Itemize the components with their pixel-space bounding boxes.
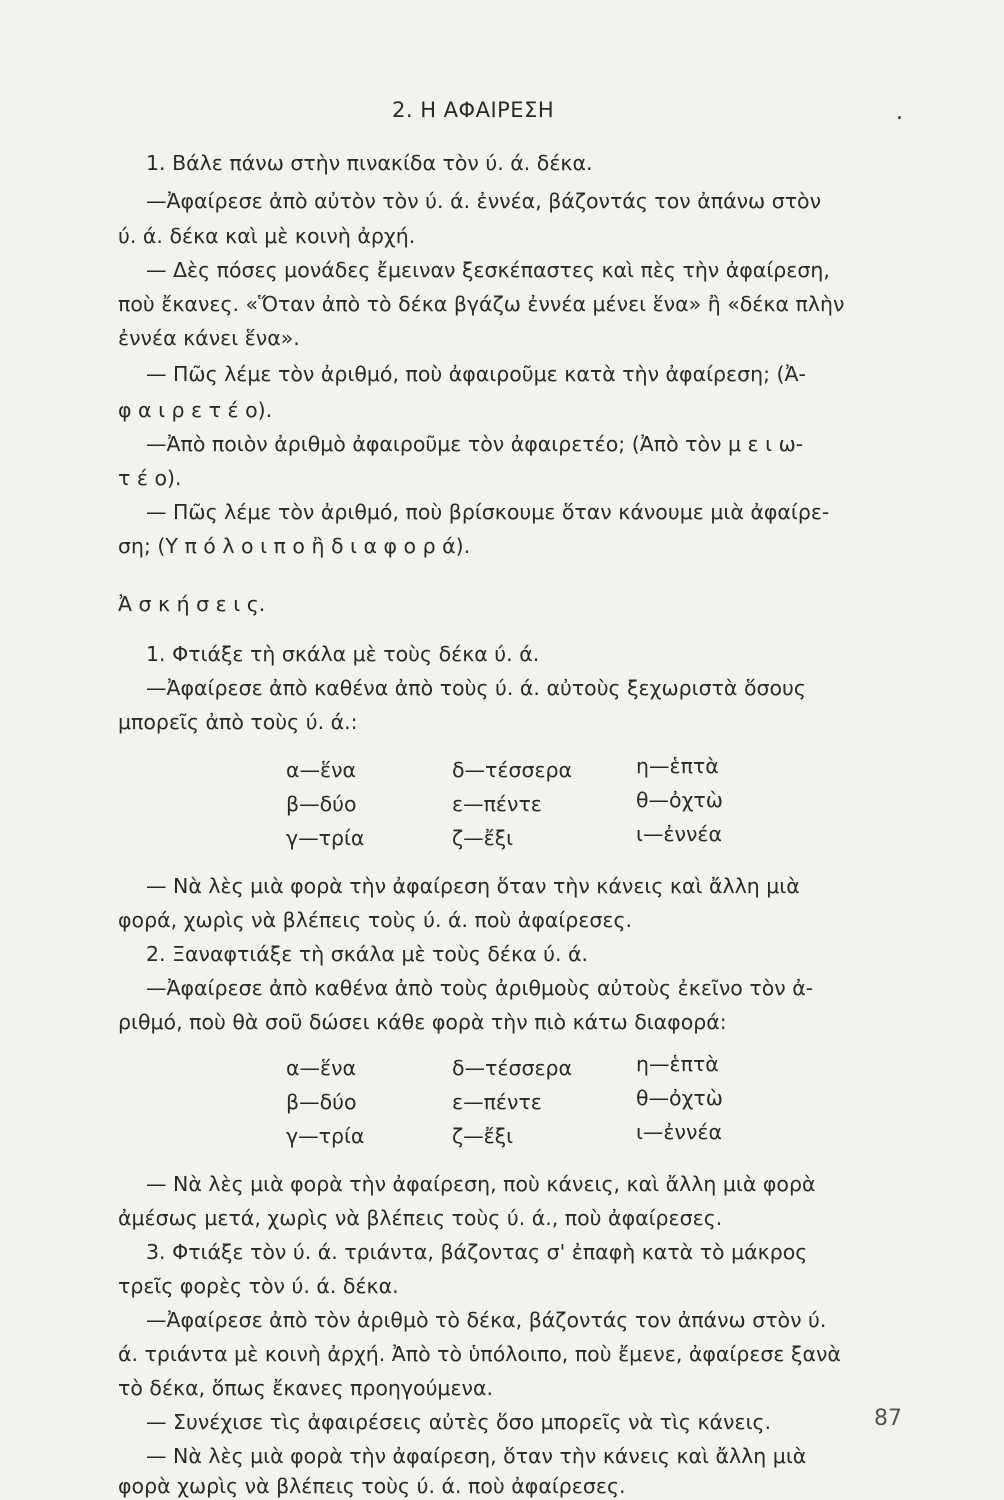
table-cell: ε—πέντε (452, 1090, 542, 1114)
text-line: ά. τριάντα μὲ κοινὴ ἀρχή. Ἀπὸ τὸ ὑπόλοιπο, ποὺ ἔμενε, ἀφαίρεσε ξανὰ (118, 1342, 841, 1366)
table-cell: ζ—ἔξι (452, 826, 514, 850)
text-line: ύ. ά. δέκα καὶ μὲ κοινὴ ἀρχή. (118, 224, 416, 248)
text-line: φ α ι ρ ε τ έ ο). (118, 398, 273, 422)
text-line: —Ἀπὸ ποιὸν ἀριθμὸ ἀφαιροῦμε τὸν ἀφαιρετέο; (Ἀπὸ τὸν μ ε ι ω- (146, 432, 804, 456)
text-line: φορά, χωρὶς νὰ βλέπεις τοὺς ύ. ά. ποὺ ἀφαίρεσες. (118, 908, 633, 932)
text-line: — Νὰ λὲς μιὰ φορὰ τὴν ἀφαίρεση ὅταν τὴν κάνεις καὶ ἄλλη μιὰ (146, 874, 800, 898)
text-line: — Νὰ λὲς μιὰ φορὰ τὴν ἀφαίρεση, ὅταν τὴν κάνεις καὶ ἄλλη μιὰ (146, 1444, 807, 1468)
page-number: 87 (874, 1406, 902, 1431)
table-cell: η—ἑπτὰ (636, 1052, 719, 1076)
table-cell: θ—ὀχτὼ (636, 788, 723, 812)
table-cell: θ—ὀχτὼ (636, 1086, 723, 1110)
text-line: ἀμέσως μετά, χωρὶς νὰ βλέπεις τοὺς ύ. ά., ποὺ ἀφαίρεσες. (118, 1206, 723, 1230)
text-line: 1. Βάλε πάνω στὴν πινακίδα τὸν ύ. ά. δέκα. (146, 151, 593, 175)
text-line: τρεῖς φορὲς τὸν ύ. ά. δέκα. (118, 1274, 399, 1298)
text-line: — Δὲς πόσες μονάδες ἔμειναν ξεσκέπαστες καὶ πὲς τὴν ἀφαίρεση, (146, 258, 830, 282)
table-cell: α—ἕνα (286, 1056, 357, 1080)
table-cell: δ—τέσσερα (452, 758, 573, 782)
text-line: 2. Ξαναφτιάξε τὴ σκάλα μὲ τοὺς δέκα ύ. ά. (146, 942, 589, 966)
table-cell: ι—ἐννέα (636, 1120, 723, 1144)
text-line: 1. Φτιάξε τὴ σκάλα μὲ τοὺς δέκα ύ. ά. (146, 642, 540, 666)
table-cell: η—ἑπτὰ (636, 754, 719, 778)
text-line: —Ἀφαίρεσε ἀπὸ καθένα ἀπὸ τοὺς ἀριθμοὺς αὐτοὺς ἐκεῖνο τὸν ἀ- (146, 976, 814, 1000)
text-line: μπορεῖς ἀπὸ τοὺς ύ. ά.: (118, 710, 358, 734)
table-cell: ε—πέντε (452, 792, 542, 816)
text-line: ἐννέα κάνει ἕνα». (118, 326, 300, 350)
text-line: — Συνέχισε τὶς ἀφαιρέσεις αὐτὲς ὅσο μπορεῖς νὰ τὶς κάνεις. (146, 1410, 772, 1434)
table-cell: γ—τρία (286, 826, 365, 850)
title-dot: . (896, 100, 903, 125)
text-line: — Πῶς λέμε τὸν ἀριθμό, ποὺ βρίσκουμε ὅταν κάνουμε μιὰ ἀφαίρε- (146, 500, 830, 524)
text-line: τὸ δέκα, ὅπως ἔκανες προηγούμενα. (118, 1376, 494, 1400)
table-cell: γ—τρία (286, 1124, 365, 1148)
text-line: — Νὰ λὲς μιὰ φορὰ τὴν ἀφαίρεση, ποὺ κάνεις, καὶ ἄλλη μιὰ φορὰ (146, 1172, 816, 1196)
text-line: τ έ ο). (118, 466, 182, 490)
text-line: ριθμό, ποὺ θὰ σοῦ δώσει κάθε φορὰ τὴν πιὸ κάτω διαφορά: (118, 1010, 727, 1034)
text-line: — Πῶς λέμε τὸν ἀριθμό, ποὺ ἀφαιροῦμε κατὰ τὴν ἀφαίρεση; (Ἀ- (146, 362, 806, 386)
table-cell: β—δύο (286, 1090, 357, 1114)
text-line: —Ἀφαίρεσε ἀπὸ τὸν ἀριθμὸ τὸ δέκα, βάζοντάς τον ἀπάνω στὸν ύ. (146, 1308, 827, 1332)
text-line: —Ἀφαίρεσε ἀπὸ καθένα ἀπὸ τοὺς ύ. ά. αὐτοὺς ξεχωριστὰ ὅσους (146, 676, 806, 700)
text-line: ποὺ ἔκανες. «Ὅταν ἀπὸ τὸ δέκα βγάζω ἐννέα μένει ἕνα» ἢ «δέκα πλὴν (118, 292, 845, 316)
text-line: 3. Φτιάξε τὸν ύ. ά. τριάντα, βάζοντας σ' ἐπαφὴ κατὰ τὸ μάκρος (146, 1240, 808, 1264)
section-title: 2. Η ΑΦΑΙΡΕΣΗ (392, 98, 555, 122)
exercises-heading: Ἀ σ κ ή σ ε ι ς. (118, 592, 266, 616)
table-cell: ι—ἐννέα (636, 822, 723, 846)
text-line: ση; (Υ π ό λ ο ι π ο ἢ δ ι α φ ο ρ ά). (118, 534, 471, 558)
table-cell: ζ—ἔξι (452, 1124, 514, 1148)
table-cell: α—ἕνα (286, 758, 357, 782)
text-line: φορὰ χωρὶς νὰ βλέπεις τοὺς ύ. ά. ποὺ ἀφαίρεσες. (118, 1474, 626, 1498)
table-cell: δ—τέσσερα (452, 1056, 573, 1080)
text-line: —Ἀφαίρεσε ἀπὸ αὐτὸν τὸν ύ. ά. ἐννέα, βάζοντάς τον ἀπάνω στὸν (146, 189, 822, 213)
table-cell: β—δύο (286, 792, 357, 816)
